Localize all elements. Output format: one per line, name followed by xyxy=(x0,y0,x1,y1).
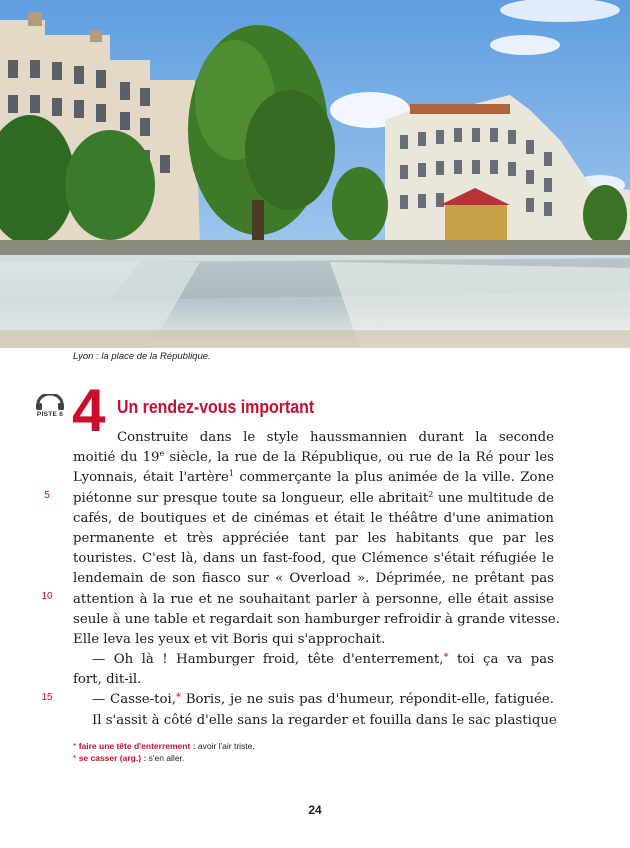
chapter-title: Un rendez-vous important xyxy=(117,396,315,417)
chapter-number: 4 xyxy=(72,377,104,444)
text-line: seule à une table et regardait son hamburger refroidir à grande vitesse. xyxy=(73,611,560,627)
text-line: cafés, de boutiques et de cinémas et était le théâtre d'une animation xyxy=(73,510,554,526)
line-number: 15 xyxy=(41,692,53,703)
audio-track-marker xyxy=(30,394,70,418)
footnote: * faire une tête d'enterrement : avoir l'air triste. xyxy=(73,741,255,751)
text-line: — Casse-toi,* Boris, je ne suis pas d'humeur, répondit-elle, fatiguée. xyxy=(92,692,554,708)
text-line: Elle leva les yeux et vit Boris qui s'approchait. xyxy=(73,631,386,647)
text-line: fort, dit-il. xyxy=(73,672,142,688)
chapter-body-text xyxy=(73,428,560,731)
text-line: lendemain de son fiasco sur « Overload ». Déprimée, ne prêtant pas xyxy=(73,571,554,587)
footnote-marker: * xyxy=(443,652,449,664)
page-number: 24 xyxy=(308,803,322,817)
lyon-place-republique-photo xyxy=(0,0,630,348)
audio-track-label: PISTE 6 xyxy=(36,411,64,418)
text-line: touristes. C'est là, dans un fast-food, que Clémence s'était réfugiée le xyxy=(73,551,554,567)
footnote-marker: * xyxy=(176,692,181,704)
text-line: moitié du 19e siècle, la rue de la République, ou rue de la Ré pour les xyxy=(73,449,555,466)
footnotes xyxy=(73,740,255,764)
text-line: Il s'assit à côté d'elle sans la regarder et fouilla dans le sac plastique xyxy=(92,712,557,728)
text-line: piétonne sur presque toute sa longueur, elle abritait$^2$ une multitude de xyxy=(73,489,554,506)
text-line: — Oh là ! Hamburger froid, tête d'enterrement,* toi ça va pas xyxy=(92,652,554,668)
text-line: Lyonnais, était l'artère$^1$ commerçante la plus animée de la ville. Zone xyxy=(73,469,554,486)
text-line: attention à la rue et ne souhaitant parler à personne, elle était assise xyxy=(73,591,554,607)
text-line: permanente et très appréciée tant par les habitants que par les xyxy=(73,530,554,546)
photo-caption: Lyon : la place de la République. xyxy=(73,351,211,362)
line-number: 10 xyxy=(41,591,53,602)
footnote: * se casser (arg.) : s'en aller. xyxy=(73,753,185,763)
line-number: 5 xyxy=(44,490,50,501)
text-line: Construite dans le style haussmannien durant la seconde xyxy=(117,430,554,445)
headphones-icon xyxy=(35,394,65,410)
